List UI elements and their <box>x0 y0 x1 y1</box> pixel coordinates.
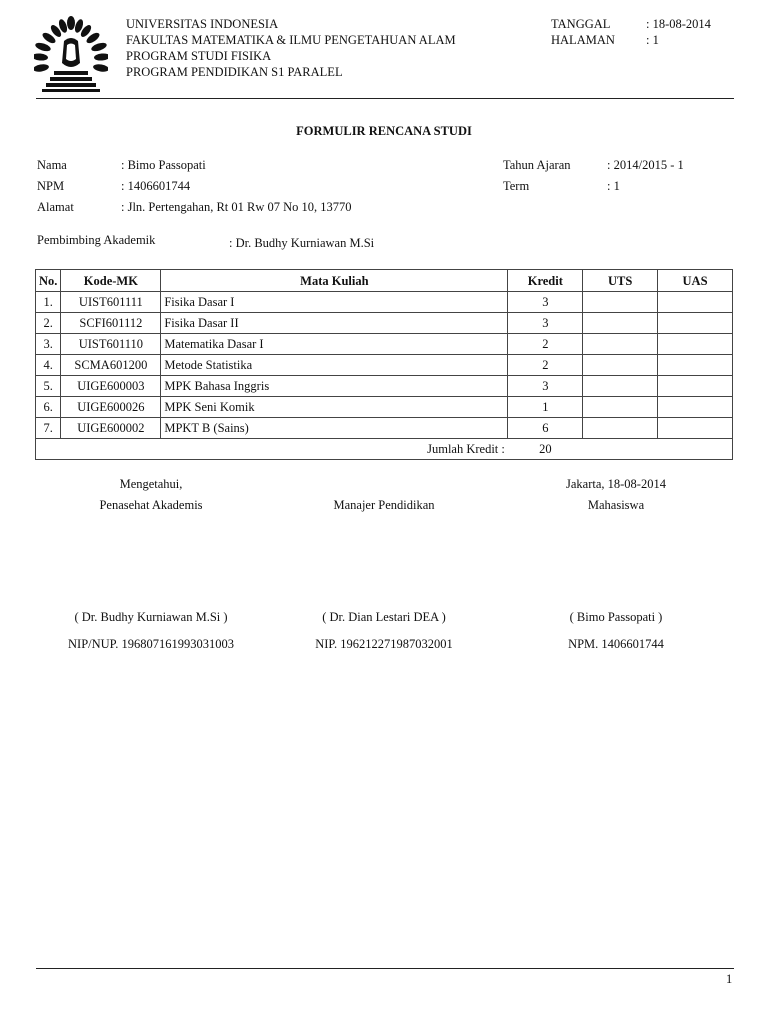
header-divider <box>36 98 734 99</box>
row-code: UIGE600003 <box>61 376 161 397</box>
total-spacer <box>36 439 61 460</box>
row-credit: 2 <box>508 334 583 355</box>
total-spacer <box>583 439 658 460</box>
table-header-row <box>36 270 733 292</box>
npm-label: NPM <box>37 179 65 193</box>
footer-divider <box>36 968 734 969</box>
manager-role: Manajer Pendidikan <box>333 498 435 512</box>
education-program: PROGRAM PENDIDIKAN S1 PARALEL <box>126 65 343 79</box>
row-no: 3. <box>36 334 61 355</box>
row-uts <box>583 418 658 439</box>
advisor-role: Penasehat Akademis <box>99 498 203 512</box>
row-code: UIST601110 <box>61 334 161 355</box>
row-uts <box>583 292 658 313</box>
column-header-uts: UTS <box>583 270 658 292</box>
term-value: : 1 <box>607 179 620 193</box>
row-code: UIGE600026 <box>61 397 161 418</box>
row-uts <box>583 376 658 397</box>
advisor-value: : Dr. Budhy Kurniawan M.Si <box>229 236 375 250</box>
name-value: : Bimo Passopati <box>121 158 206 172</box>
table-row <box>36 355 733 376</box>
row-credit: 6 <box>508 418 583 439</box>
row-no: 5. <box>36 376 61 397</box>
row-credit: 2 <box>508 355 583 376</box>
academic-year-label: Tahun Ajaran <box>503 158 571 172</box>
name-label: Nama <box>37 158 67 172</box>
advisor-signature-name: ( Dr. Budhy Kurniawan M.Si ) <box>74 610 228 624</box>
row-uts <box>583 334 658 355</box>
column-header-code: Kode-MK <box>61 270 161 292</box>
university-name: UNIVERSITAS INDONESIA <box>126 17 279 31</box>
row-credit: 3 <box>508 313 583 334</box>
page-value: : 1 <box>646 33 659 47</box>
row-course: Fisika Dasar I <box>161 292 508 313</box>
address-value: : Jln. Pertengahan, Rt 01 Rw 07 No 10, 13770 <box>121 200 352 214</box>
row-uas <box>658 397 733 418</box>
row-uas <box>658 376 733 397</box>
column-header-credit: Kredit <box>508 270 583 292</box>
row-credit: 3 <box>508 376 583 397</box>
row-course: MPK Seni Komik <box>161 397 508 418</box>
row-uas <box>658 334 733 355</box>
row-uts <box>583 397 658 418</box>
row-uas <box>658 418 733 439</box>
student-id: NPM. 1406601744 <box>568 637 664 651</box>
faculty-name: FAKULTAS MATEMATIKA & ILMU PENGETAHUAN ALAM <box>126 33 456 47</box>
manager-id: NIP. 196212271987032001 <box>315 637 453 651</box>
row-code: SCMA601200 <box>61 355 161 376</box>
row-credit: 1 <box>508 397 583 418</box>
academic-year-value: : 2014/2015 - 1 <box>607 158 684 172</box>
page-number: 1 <box>726 972 733 986</box>
row-course: Metode Statistika <box>161 355 508 376</box>
row-code: SCFI601112 <box>61 313 161 334</box>
total-credit-value: 20 <box>508 439 583 460</box>
table-row <box>36 418 733 439</box>
row-no: 6. <box>36 397 61 418</box>
date-value: : 18-08-2014 <box>646 17 711 31</box>
total-spacer <box>61 439 161 460</box>
table-row <box>36 313 733 334</box>
row-no: 7. <box>36 418 61 439</box>
university-logo-icon <box>34 15 108 93</box>
row-no: 2. <box>36 313 61 334</box>
place-date: Jakarta, 18-08-2014 <box>566 477 666 491</box>
column-header-course: Mata Kuliah <box>161 270 508 292</box>
advisor-id: NIP/NUP. 196807161993031003 <box>68 637 234 651</box>
row-code: UIGE600002 <box>61 418 161 439</box>
row-course: MPK Bahasa Inggris <box>161 376 508 397</box>
table-row <box>36 376 733 397</box>
row-credit: 3 <box>508 292 583 313</box>
page-label: HALAMAN <box>551 33 615 47</box>
course-table <box>35 269 733 460</box>
address-label: Alamat <box>37 200 74 214</box>
row-code: UIST601111 <box>61 292 161 313</box>
row-uas <box>658 292 733 313</box>
total-row <box>36 439 733 460</box>
column-header-uas: UAS <box>658 270 733 292</box>
study-program: PROGRAM STUDI FISIKA <box>126 49 272 63</box>
advisor-label: Pembimbing Akademik <box>37 233 156 247</box>
row-course: MPKT B (Sains) <box>161 418 508 439</box>
form-title: FORMULIR RENCANA STUDI <box>296 124 472 138</box>
table-row <box>36 292 733 313</box>
student-signature-name: ( Bimo Passopati ) <box>569 610 663 624</box>
manager-signature-name: ( Dr. Dian Lestari DEA ) <box>322 610 446 624</box>
row-no: 4. <box>36 355 61 376</box>
row-course: Matematika Dasar I <box>161 334 508 355</box>
row-uts <box>583 313 658 334</box>
student-role: Mahasiswa <box>587 498 645 512</box>
table-row <box>36 397 733 418</box>
row-no: 1. <box>36 292 61 313</box>
row-course: Fisika Dasar II <box>161 313 508 334</box>
date-label: TANGGAL <box>551 17 611 31</box>
row-uas <box>658 355 733 376</box>
total-spacer <box>658 439 733 460</box>
npm-value: : 1406601744 <box>121 179 191 193</box>
table-row <box>36 334 733 355</box>
row-uts <box>583 355 658 376</box>
term-label: Term <box>503 179 530 193</box>
total-credit-label: Jumlah Kredit : <box>161 439 508 460</box>
column-header-no: No. <box>36 270 61 292</box>
row-uas <box>658 313 733 334</box>
acknowledged-label: Mengetahui, <box>119 477 183 491</box>
